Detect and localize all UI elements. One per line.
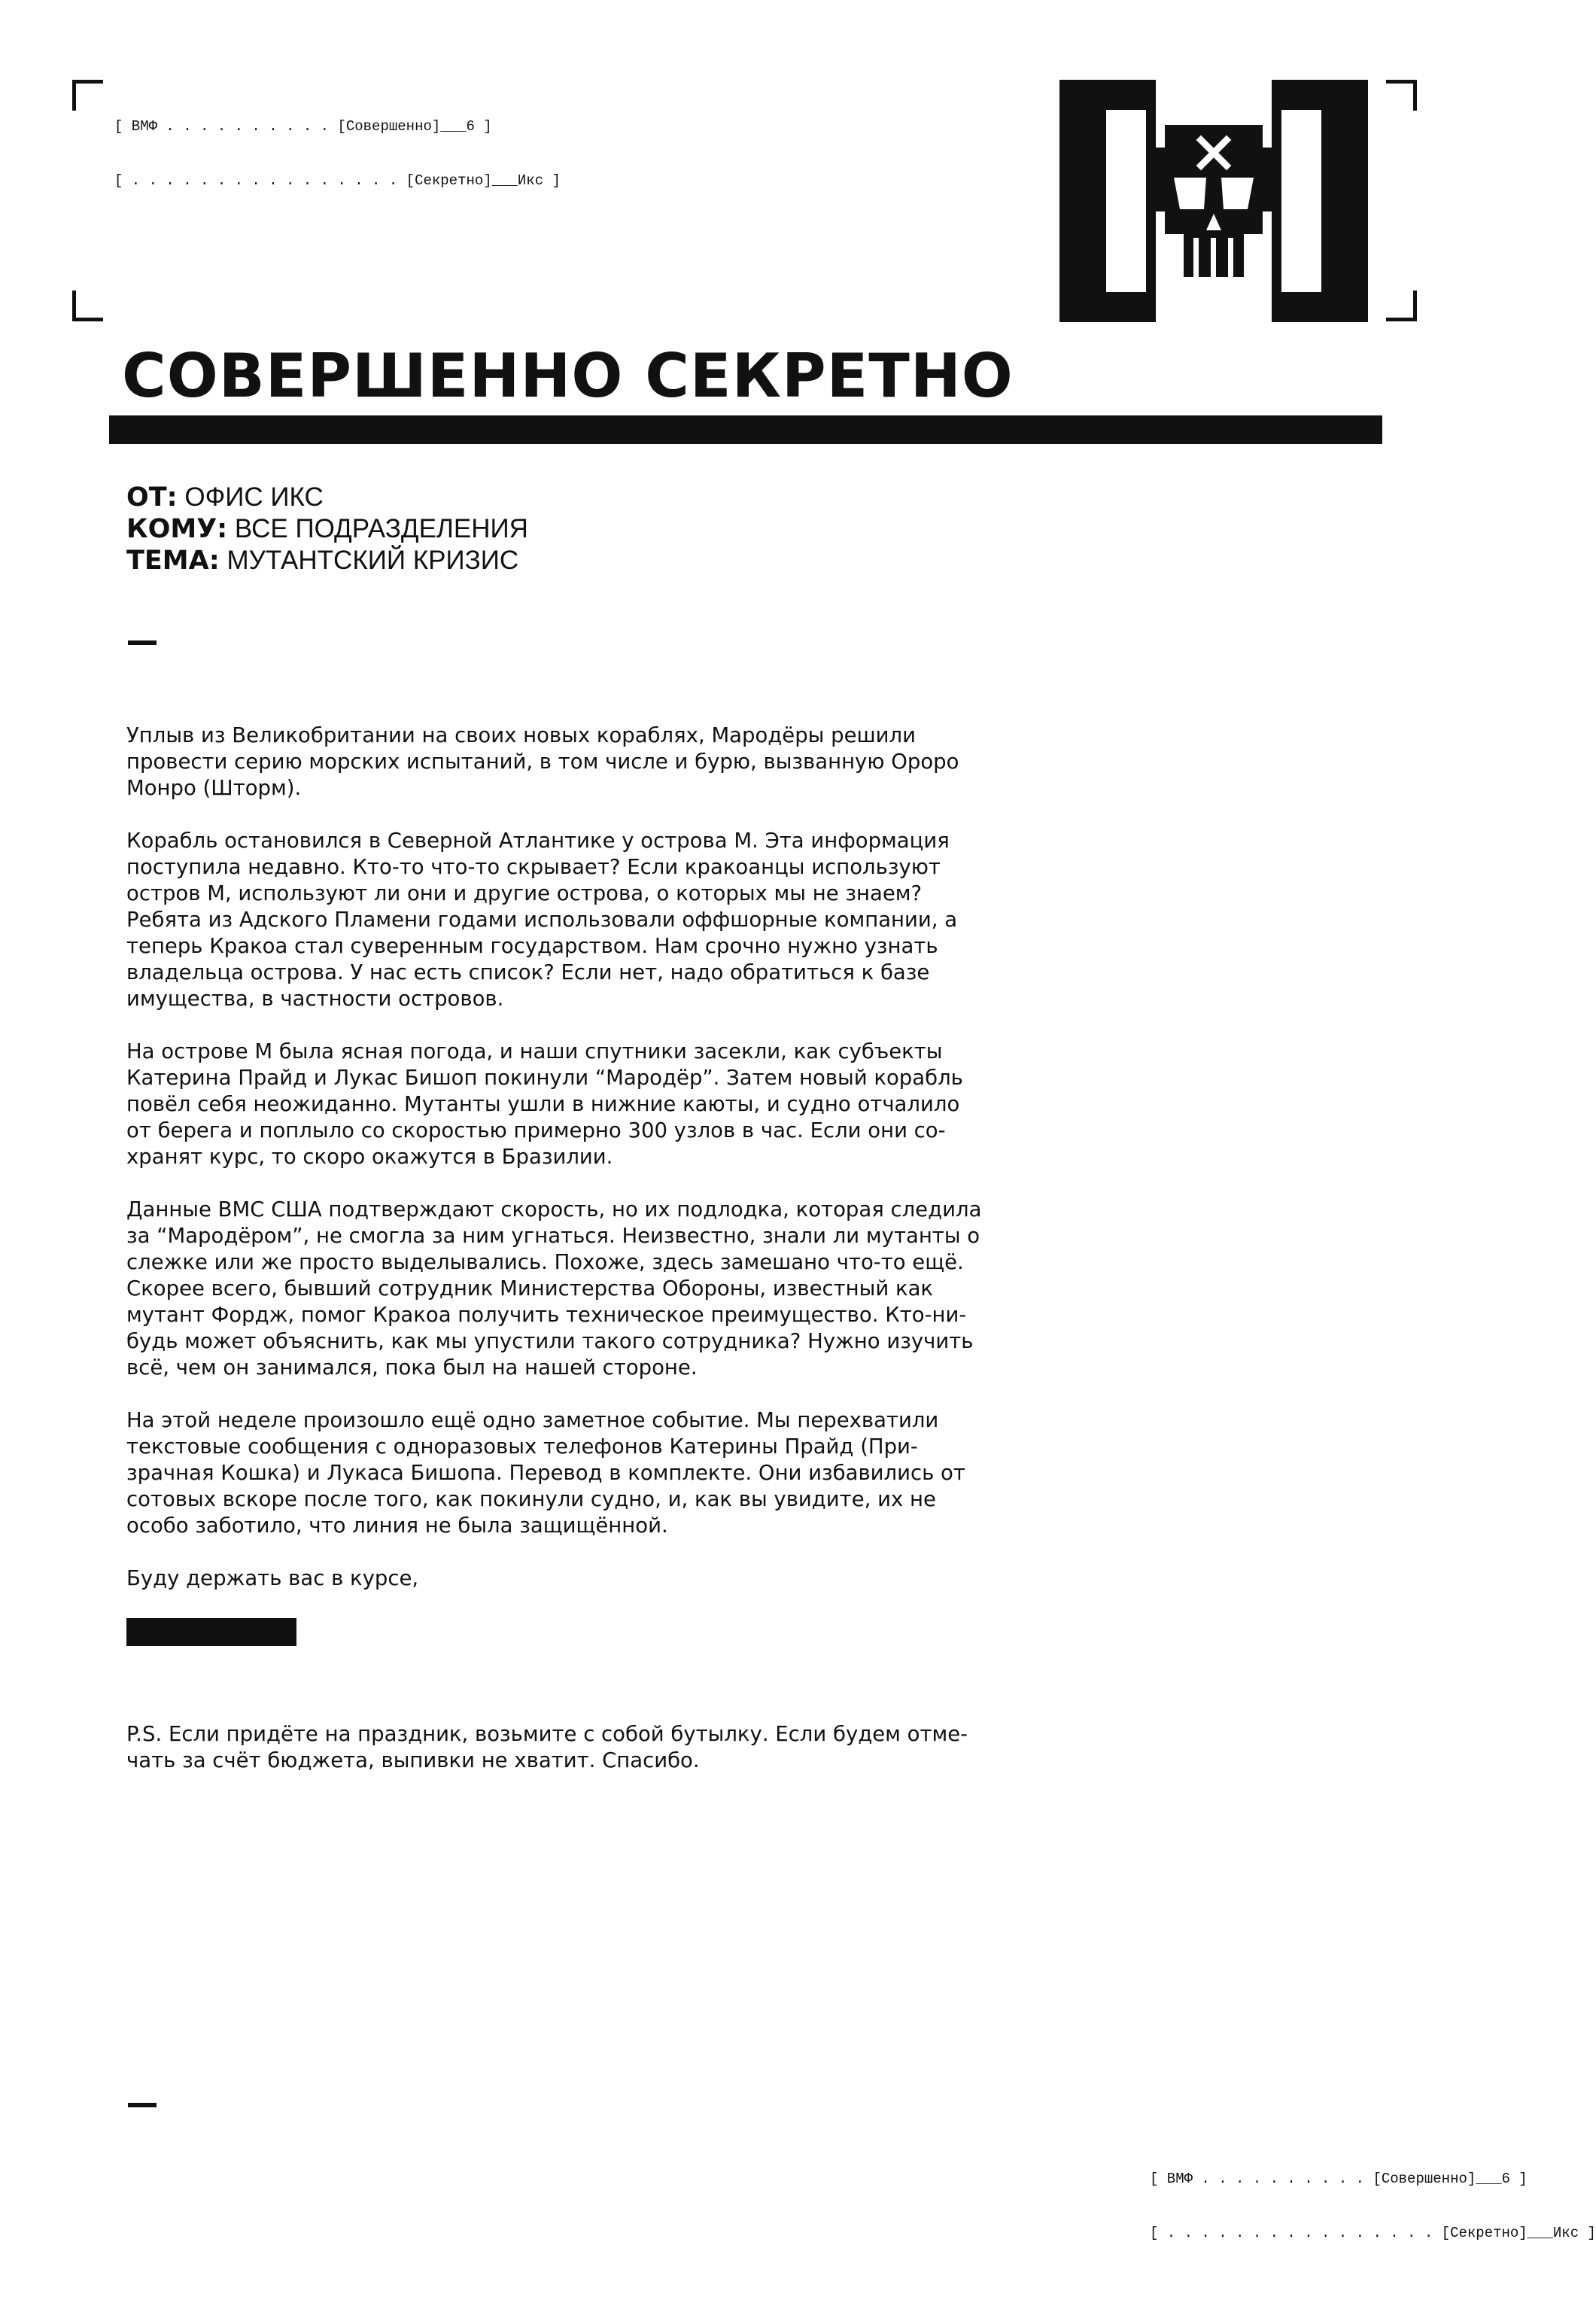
footer-divider-dash — [128, 2103, 157, 2107]
redacted-signature — [126, 1618, 296, 1646]
memo-subject-row — [126, 545, 528, 577]
memo-header — [126, 482, 528, 577]
memo-subject-value: МУТАНТСКИЙ КРИЗИС — [226, 546, 519, 575]
memo-to-label: КОМУ: — [126, 514, 228, 544]
memo-to-value: ВСЕ ПОДРАЗДЕЛЕНИЯ — [234, 514, 528, 543]
section-divider-dash — [128, 640, 157, 645]
footer-reference-code — [1150, 2134, 1596, 2260]
memo-signoff: Буду держать вас в курсе, — [126, 1566, 419, 1590]
memo-subject-label: ТЕМА: — [126, 546, 220, 576]
memo-from-row — [126, 482, 528, 513]
body-paragraph: Данные ВМС США подтверждают скорость, но их подлодка, которая следила за “Мародёром”, не смогла за ним угнаться. Неизвестно, знали ли мутанты о слежке или же просто выделывались. Похоже, здесь замешано что-то ещё. Скорее всего, бывший сотрудник Министерства Обороны, известный как мутант Фордж, помог Кракоа получить техническое преимущество. Кто-ни- будь может объяснить, как мы упустили такого сотрудника? Нужно изучить всё, чем он занимался, пока был на нашей стороне. — [126, 1197, 982, 1380]
reference-line: [ . . . . . . . . . . . . . . . . [Секретно]___Икс ] — [114, 172, 561, 189]
body-paragraph: Уплыв из Великобритании на своих новых кораблях, Мародёры решили провести серию морских испытаний, в том числе и бурю, вызванную Ороро Монро (Шторм). — [126, 723, 959, 800]
memo-body — [126, 723, 1075, 1800]
corner-bracket-top-right — [1386, 80, 1417, 111]
reference-line: [ . . . . . . . . . . . . . . . . [Секретно]___Икс ] — [1150, 2225, 1596, 2241]
memo-to-row — [126, 513, 528, 545]
body-paragraph: Корабль остановился в Северной Атлантике у острова М. Эта информация поступила недавно. Кто-то что-то скрывает? Если кракоанцы используют остров М, используют ли они и другие острова, о которых мы не знаем? Ребята из Адского Пламени годами использовали оффшорные компании, а теперь Кракоа стал суверенным государством. Нам срочно нужно узнать владельца острова. У нас есть список? Если нет, надо обратиться к базе имущества, в частности островов. — [126, 829, 958, 1011]
postscript: P.S. Если придёте на праздник, возьмите с собой бутылку. Если будем отме- чать за счёт бюджета, выпивки не хватит. Спасибо. — [126, 1722, 968, 1772]
corner-bracket-bottom-right — [1386, 291, 1417, 321]
reference-line: [ ВМФ . . . . . . . . . . [Совершенно]___6 ] — [1150, 2171, 1528, 2187]
skull-logo-icon — [1059, 80, 1368, 322]
title-underline-bar — [109, 415, 1382, 444]
corner-bracket-top-left — [72, 80, 103, 111]
corner-bracket-bottom-left — [72, 291, 103, 321]
header-reference-code — [114, 81, 561, 208]
memo-from-label: ОТ: — [126, 482, 178, 513]
reference-line: [ ВМФ . . . . . . . . . . [Совершенно]___6 ] — [114, 118, 492, 135]
body-paragraph: На острове М была ясная погода, и наши спутники засекли, как субъекты Катерина Прайд и Лукас Бишоп покинули “Мародёр”. Затем новый корабль повёл себя неожиданно. Мутанты ушли в нижние каюты, и судно отчалило от берега и поплыло со скоростью примерно 300 узлов в час. Если они со- хранят курс, то скоро окажутся в Бразилии. — [126, 1039, 963, 1169]
memo-from-value: ОФИС ИКС — [184, 482, 324, 512]
body-paragraph: На этой неделе произошло ещё одно заметное событие. Мы перехватили текстовые сообщения с одноразовых телефонов Катерины Прайд (При- зрачная Кошка) и Лукаса Бишопа. Перевод в комплекте. Они избавились от сотовых вскоре после того, как покинули судно, и, как вы увидите, их не особо заботило, что линия не была защищённой. — [126, 1408, 965, 1538]
page-title: СОВЕРШЕННО СЕКРЕТНО — [122, 341, 1014, 411]
